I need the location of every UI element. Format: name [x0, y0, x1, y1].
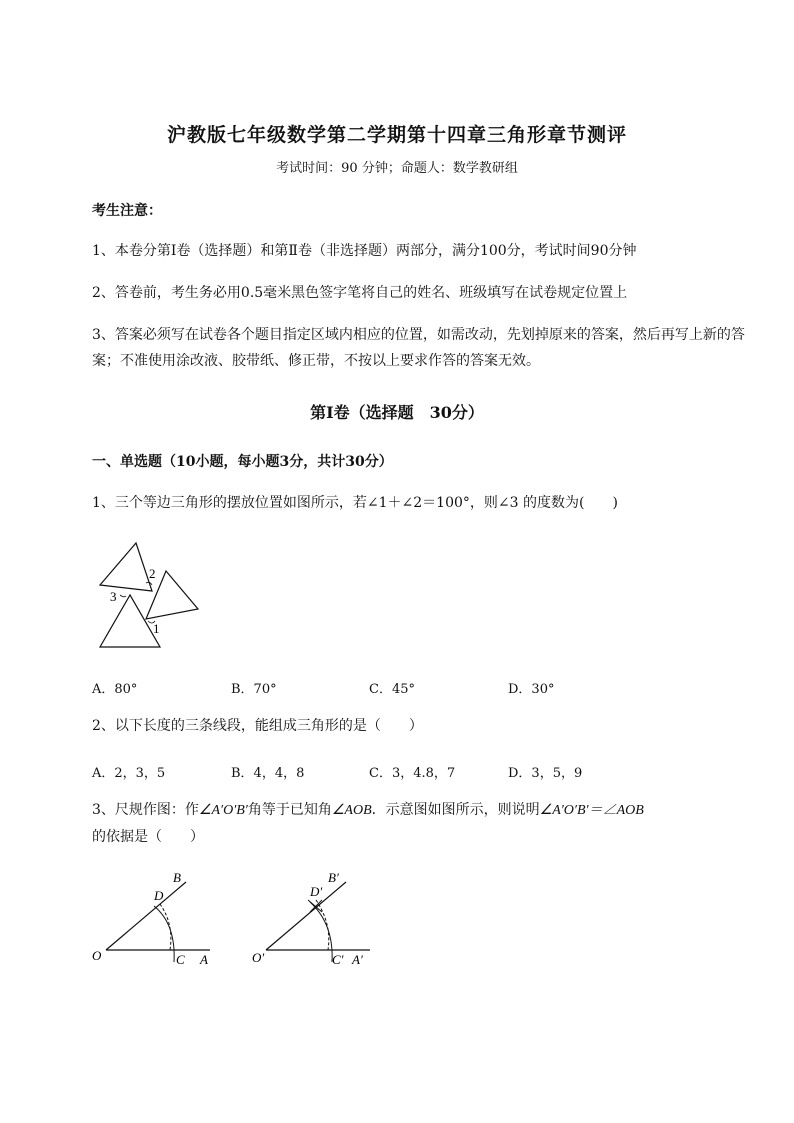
angle-label-2: 2: [149, 566, 156, 581]
q1-option-d: D．30°: [508, 682, 555, 697]
q1-option-a: A．80°: [92, 682, 138, 697]
section-title: 第I卷（选择题 30分）: [310, 403, 484, 422]
question-3-figure-right: [248, 866, 388, 976]
question-3-figure-left: [88, 866, 228, 976]
q2-option-c: C．3，4.8，7: [369, 766, 456, 781]
label-o-prime: O′: [252, 950, 265, 965]
angle-label-1: 1: [153, 621, 160, 636]
label-b: B: [173, 870, 181, 885]
notes-heading: 考生注意：: [92, 203, 162, 219]
label-a: A: [200, 952, 208, 967]
q1-option-c: C．45°: [369, 682, 415, 697]
label-o: O: [92, 948, 102, 963]
question-3-text: 3、尺规作图：作∠A′O′B′角等于已知角∠AOB．示意图如图所示，则说明∠A′O′B′＝∠AOB的依据是（ ）: [92, 802, 644, 845]
part-title: 一、单选题（10小题，每小题3分，共计30分）: [92, 454, 393, 470]
label-d: D: [154, 888, 164, 903]
q2-option-b: B．4，4，8: [231, 766, 305, 781]
note-item-3: 3、答案必须写在试卷各个题目指定区域内相应的位置，如需改动，先划掉原来的答案，然后再写上新的答案；不准使用涂改液、胶带纸、修正带，不按以上要求作答的答案无效。: [92, 327, 745, 369]
label-a-prime: A′: [352, 952, 363, 967]
question-2-text: 2、以下长度的三条线段，能组成三角形的是（ ）: [92, 718, 423, 734]
page-title: 沪教版七年级数学第二学期第十四章三角形章节测评: [166, 124, 627, 146]
q1-option-b: B．70°: [231, 682, 277, 697]
question-1-text: 1、三个等边三角形的摆放位置如图所示，若∠1＋∠2＝100°，则∠3 的度数为( ): [92, 495, 618, 511]
label-c: C: [176, 952, 185, 967]
question-1-figure: [92, 535, 212, 655]
q2-option-d: D．3，5，9: [508, 766, 583, 781]
angle-label-3: 3: [110, 589, 117, 604]
exam-info: 考试时间：90 分钟；命题人：数学教研组: [276, 161, 518, 176]
triangle-left: [100, 543, 152, 591]
label-b-prime: B′: [328, 870, 339, 885]
label-c-prime: C′: [332, 952, 344, 967]
note-item-2: 2、答卷前，考生务必用0.5毫米黑色签字笔将自己的姓名、班级填写在试卷规定位置上: [92, 285, 628, 301]
triangle-bottom: [100, 595, 160, 647]
q2-option-a: A．2，3，5: [92, 766, 166, 781]
label-d-prime: D′: [310, 884, 323, 899]
note-item-1: 1、本卷分第I卷（选择题）和第Ⅱ卷（非选择题）两部分，满分100分，考试时间90分钟: [92, 243, 637, 259]
